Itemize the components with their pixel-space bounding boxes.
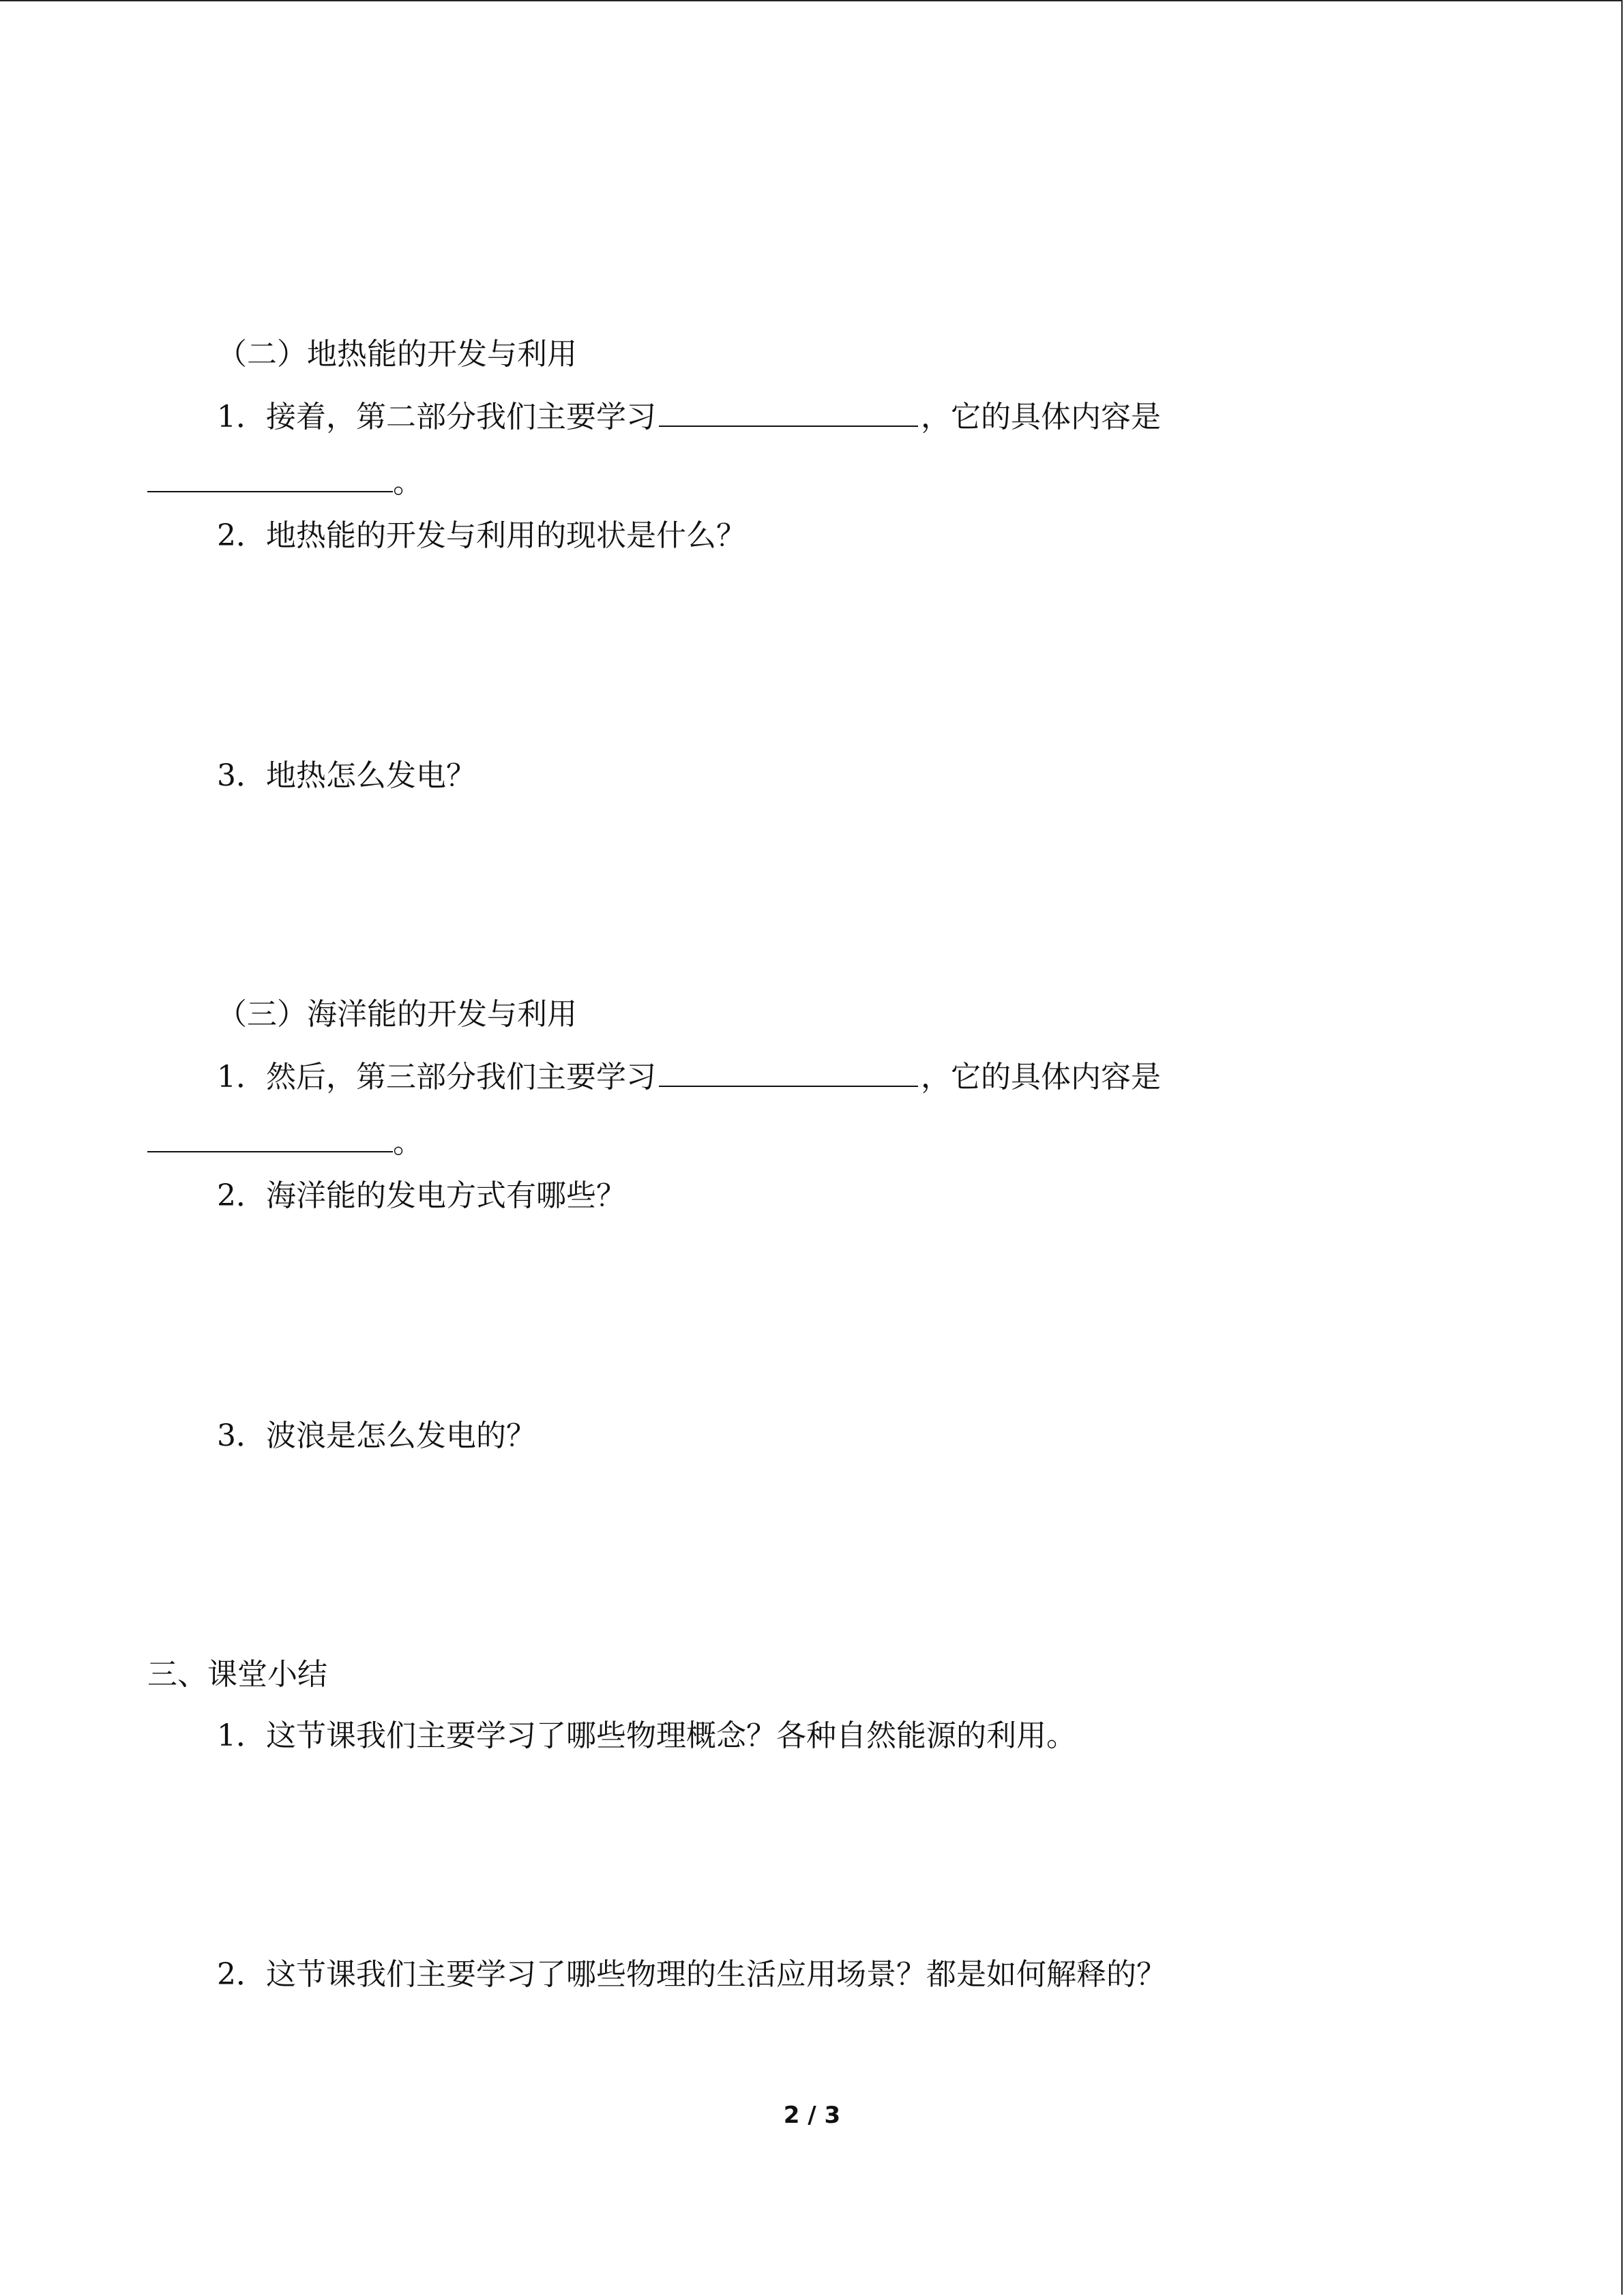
section-heading-ocean: （三）海洋能的开发与利用 — [217, 997, 577, 1032]
question-ocean-2: 2．海洋能的发电方式有哪些？ — [217, 1178, 626, 1213]
question-geothermal-1 — [217, 396, 1161, 438]
question-ocean-1-continuation — [147, 1121, 423, 1163]
question-summary-2: 2．这节课我们主要学习了哪些物理的生活应用场景？都是如何解释的？ — [217, 1957, 1166, 1992]
question-text: ，它的具体内容是 — [921, 1060, 1161, 1094]
answer-blank[interactable] — [659, 396, 918, 427]
answer-blank[interactable] — [147, 461, 393, 492]
question-ocean-1 — [217, 1056, 1161, 1098]
answer-blank[interactable] — [659, 1056, 918, 1087]
page-number: 2 / 3 — [783, 2102, 841, 2129]
question-text: 。 — [393, 465, 423, 500]
question-ocean-3: 3．波浪是怎么发电的？ — [217, 1418, 536, 1453]
question-geothermal-3: 3．地热怎么发电？ — [217, 758, 476, 793]
answer-blank[interactable] — [147, 1121, 393, 1152]
question-summary-1: 1．这节课我们主要学习了哪些物理概念？各种自然能源的利用。 — [217, 1718, 1076, 1753]
question-text: 1．接着，第二部分我们主要学习 — [217, 400, 656, 434]
question-text: ，它的具体内容是 — [921, 400, 1161, 434]
question-text: 1．然后，第三部分我们主要学习 — [217, 1060, 656, 1094]
section-heading-geothermal: （二）地热能的开发与利用 — [217, 337, 577, 372]
question-text: 。 — [393, 1125, 423, 1160]
question-geothermal-2: 2．地热能的开发与利用的现状是什么？ — [217, 518, 746, 553]
section-heading-summary: 三、课堂小结 — [147, 1657, 327, 1692]
question-geothermal-1-continuation — [147, 461, 423, 503]
